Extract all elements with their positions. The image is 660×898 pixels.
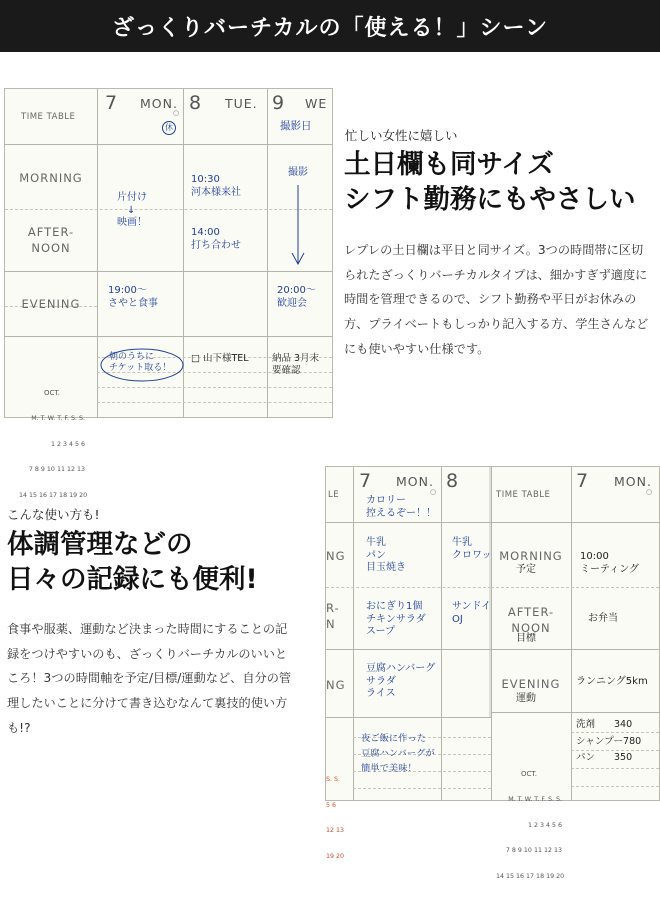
row-label-afternoon: AFTER- NOON	[27, 225, 75, 255]
scribble-circle	[99, 347, 185, 383]
note: サンドイ OJ	[452, 601, 491, 625]
note: 10:30 河本様来社	[191, 174, 241, 198]
day-name: MON.	[614, 474, 652, 489]
note: 納品 3月末 要確認	[272, 353, 320, 376]
note: お弁当	[588, 613, 618, 624]
note: カロリー 控えるぞー！！	[366, 495, 436, 519]
note: 19:00〜 さやと食事	[108, 285, 158, 309]
row-label-evening: EVENING	[501, 677, 561, 691]
calendar-week: 12 13	[326, 827, 345, 834]
day-name: WE	[305, 96, 328, 111]
note: 20:00〜 歓迎会	[277, 285, 316, 309]
calendar-week: 14 15 16 17 18 19 20	[496, 872, 565, 880]
headline-line: 日々の記録にも便利!	[7, 564, 258, 596]
row-label-evening: EVENING	[21, 297, 81, 311]
day-name: TUE.	[225, 96, 258, 111]
headline-line: 土日欄も同サイズ	[344, 149, 554, 180]
small-circle-icon: ○	[430, 488, 437, 496]
section2-headline	[7, 527, 297, 597]
mini-calendar-partial	[326, 759, 344, 878]
calendar-weekdays: M. T. W. T. F. S. S.	[508, 796, 562, 804]
day-number: 7	[105, 92, 118, 114]
time-table-label-partial: LE	[328, 490, 340, 500]
note: 14:00 打ち合わせ	[191, 227, 241, 251]
row-label-partial: NG	[326, 549, 346, 563]
mini-calendar	[496, 753, 565, 898]
section2-subtitle: こんな使い方も!	[7, 507, 100, 522]
note: 片付け ↓ 映画！	[117, 192, 147, 228]
day-name: MON.	[396, 474, 434, 489]
mini-calendar	[19, 372, 88, 517]
page-banner	[0, 0, 660, 52]
calendar-week: 19 20	[326, 852, 345, 860]
row-label-partial: R- N	[326, 601, 340, 631]
note: □ 山下様TEL	[191, 353, 249, 364]
note: 夜ご飯に作った 豆腐ハンバーグが 簡単で美味！	[361, 733, 435, 775]
calendar-weekdays: S. S.	[326, 776, 340, 783]
row-note: 予定	[516, 564, 536, 575]
calendar-week: 1 2 3 4 5 6	[527, 821, 562, 829]
calendar-week: 7 8 9 10 11 12 13	[505, 847, 562, 855]
section1-headline	[344, 147, 658, 217]
row-note: 目標	[516, 633, 536, 644]
time-table-label: TIME TABLE	[496, 490, 551, 500]
note: 洗剤 340 シャンプー780 パン 350	[576, 719, 642, 764]
holiday-mark: 休	[162, 121, 176, 135]
row-note: 運動	[516, 693, 536, 704]
down-arrow-icon	[291, 185, 305, 267]
day-number: 7	[576, 470, 589, 492]
row-label-morning: MORNING	[19, 171, 83, 185]
time-table-label: TIME TABLE	[21, 112, 76, 122]
note: 朝のうちに チケット取る！	[109, 352, 172, 374]
calendar-week: 5 6	[326, 801, 337, 809]
note: おにぎり1個 チキンサラダ スープ	[366, 601, 426, 637]
headline-line: 体調管理などの	[7, 529, 193, 560]
day-number: 8	[446, 470, 459, 492]
day-number: 9	[272, 92, 285, 114]
calendar-week: 14 15 16 17 18 19 20	[19, 491, 88, 499]
section2-body: 食事や服薬、運動など決まった時間にすることの記録をつけやすいのも、ざっくりバーチカルのいいところ！3つの時間軸を予定/目標/運動など、自分の管理したいことに分けて書き込むなんて裏技的使い方も!?	[7, 622, 292, 735]
row-label-morning: MORNING	[499, 549, 563, 563]
day-number: 7	[359, 470, 372, 492]
section1-subtitle: 忙しい女性に嬉しい	[345, 128, 458, 143]
small-circle-icon: ○	[173, 109, 180, 117]
note: 豆腐ハンバーグ サラダ ライス	[366, 663, 436, 699]
planner-image-log	[325, 466, 660, 880]
calendar-week: 7 8 9 10 11 12 13	[28, 466, 85, 474]
headline-line: シフト勤務にもやさしい	[344, 184, 636, 216]
row-label-afternoon: AFTER- NOON	[507, 605, 555, 635]
day-number: 8	[189, 92, 202, 114]
calendar-month: OCT.	[43, 389, 61, 397]
note: 牛乳 パン 目玉焼き	[366, 537, 406, 573]
day-name: MON.	[140, 96, 178, 111]
row-label-partial: NG	[326, 678, 346, 692]
note: 10:00 ミーティング	[580, 551, 639, 575]
note: 撮影日	[280, 120, 312, 132]
note: 牛乳 クロワッ	[452, 537, 492, 561]
section1-body: レプレの土日欄は平日と同サイズ。3つの時間帯に区切られたざっくりバーチカルタイプは、細かすぎず適度に時間を管理できるので、シフト勤務や平日がお休みの方、プライベートもしっかり記入する方、学生さんなどにも使いやすい仕様です。	[344, 243, 649, 356]
calendar-month: OCT.	[520, 770, 538, 778]
note: 撮影	[288, 167, 308, 178]
note: ランニング5km	[576, 676, 648, 687]
banner-title: ざっくりバーチカルの「使える！」シーン	[111, 15, 549, 41]
small-circle-icon: ○	[646, 488, 653, 496]
planner-image-weekly	[4, 88, 333, 499]
calendar-weekdays: M. T. W. T. F. S. S.	[31, 415, 85, 423]
calendar-week: 1 2 3 4 5 6	[50, 440, 85, 448]
